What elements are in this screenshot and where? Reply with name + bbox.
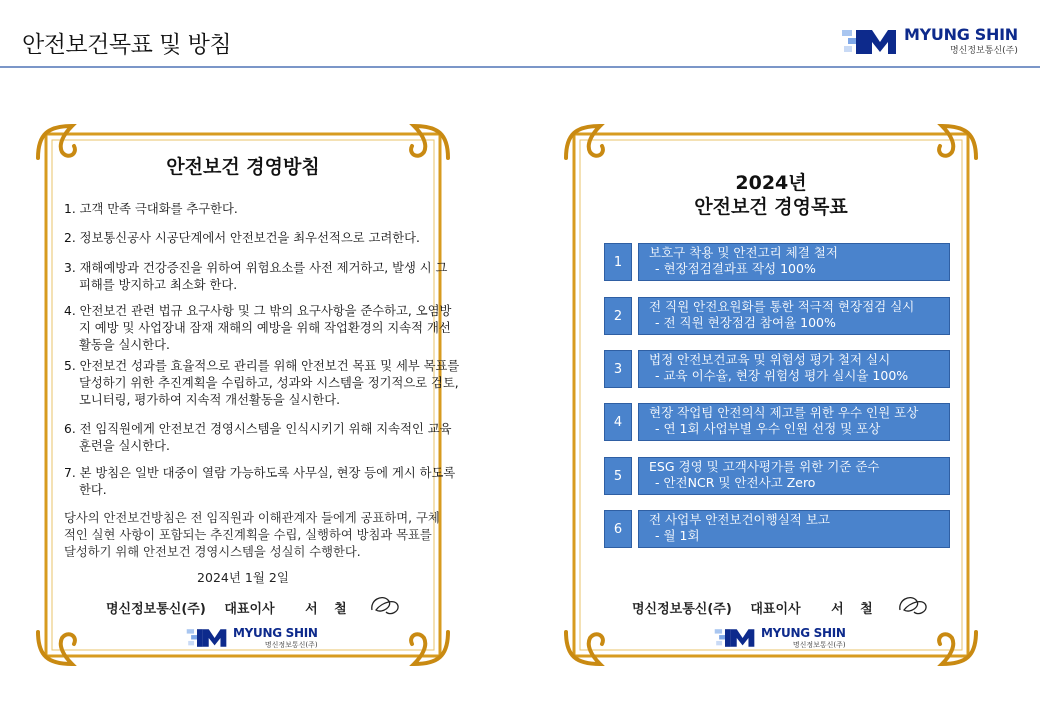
goal-text-box <box>638 297 950 335</box>
goal-number: 1 <box>604 243 632 281</box>
company-logo-icon <box>714 627 758 649</box>
header-divider <box>0 66 1040 68</box>
goal-sub: - 월 1회 <box>655 528 700 543</box>
goal-item <box>604 350 950 388</box>
logo-subtitle: 명신정보통신(주) <box>949 46 1018 56</box>
goal-sub: - 연 1회 사업부별 우수 인원 선정 및 포상 <box>655 421 881 436</box>
goal-number: 5 <box>604 457 632 495</box>
goal-sub: - 현장점검결과표 작성 100% <box>655 261 816 276</box>
goal-number: 4 <box>604 403 632 441</box>
policy-closing: 당사의 안전보건방침은 전 임직원과 이해관계자 들에게 공표하며, 구체적인 실현 사항이 포함되는 추진계획을 수립, 실행하여 방침과 목표를 달성하기 위해 안전보건 경영시스템을 성실히 수행한다. <box>64 511 440 559</box>
goal-main: 전 사업부 안전보건이행실적 보고 <box>649 512 830 527</box>
goal-sub: - 교육 이수율, 현장 위험성 평가 실시율 100% <box>655 368 909 383</box>
goals-year: 2024년 <box>735 172 807 194</box>
policy-item-7: 7. 본 방침은 일반 대중이 열람 가능하도록 사무실, 현장 등에 게시 하도록 한다. <box>64 466 456 497</box>
policy-item-6: 6. 전 임직원에게 안전보건 경영시스템을 인식시키기 위해 지속적인 교육훈련을 실시한다. <box>64 422 452 453</box>
company-logo-icon <box>186 627 230 649</box>
policy-logo <box>186 627 318 649</box>
goal-text-box <box>638 457 950 495</box>
goal-sub: - 전 직원 현장점검 참여율 100% <box>655 315 836 330</box>
policy-item-2: 2. 정보통신공사 시공단계에서 안전보건을 최우선적으로 고려한다. <box>64 231 420 245</box>
goal-main: 현장 작업팀 안전의식 제고를 위한 우수 인원 포상 <box>649 405 919 420</box>
policy-item-4: 4. 안전보건 관련 법규 요구사항 및 그 밖의 요구사항을 준수하고, 오염방지 예방 및 사업장내 잠재 재해의 예방을 위해 작업환경의 지속적 개선활동을 실시한다. <box>64 304 452 352</box>
goals-logo <box>714 627 846 649</box>
signature-role: 대표이사 <box>750 602 801 617</box>
signature-company: 명신정보통신(주) <box>106 602 206 617</box>
policy-signature <box>106 598 347 617</box>
logo-subtitle: 명신정보통신(주) <box>264 641 318 649</box>
logo-brand: MYUNG SHIN <box>233 626 318 640</box>
goal-item <box>604 457 950 495</box>
logo-subtitle: 명신정보통신(주) <box>792 641 846 649</box>
goal-number: 6 <box>604 510 632 548</box>
goal-item <box>604 403 950 441</box>
signature-stamp-icon <box>896 592 930 618</box>
signature-name: 서 철 <box>305 602 347 617</box>
goal-item <box>604 243 950 281</box>
goal-item <box>604 510 950 548</box>
signature-name: 서 철 <box>831 602 873 617</box>
goal-text-box <box>638 243 950 281</box>
goals-title: 안전보건 경영목표 <box>694 196 848 218</box>
company-logo-icon <box>842 27 900 57</box>
policy-date: 2024년 1월 2일 <box>197 570 289 585</box>
policy-item-3: 3. 재해예방과 건강증진을 위하여 위험요소를 사전 제거하고, 발생 시 그 피해를 방지하고 최소화 한다. <box>64 261 448 292</box>
policy-item-5: 5. 안전보건 성과를 효율적으로 관리를 위해 안전보건 목표 및 세부 목표를 달성하기 위한 추진계획을 수립하고, 성과와 시스템을 정기적으로 검토, 모니터링, 평가하여 지속적 개선활동을 실시한다. <box>64 359 460 407</box>
policy-title: 안전보건 경영방침 <box>166 156 320 178</box>
goal-main: 법정 안전보건교육 및 위험성 평가 철저 실시 <box>649 352 891 367</box>
policy-item-1: 1. 고객 만족 극대화를 추구한다. <box>64 202 238 216</box>
goal-text-box <box>638 510 950 548</box>
signature-stamp-icon <box>368 592 402 618</box>
signature-role: 대표이사 <box>224 602 275 617</box>
logo-brand: MYUNG SHIN <box>761 626 846 640</box>
goal-main: 전 직원 안전요원화를 통한 적극적 현장점검 실시 <box>649 299 915 314</box>
goals-certificate <box>562 122 980 668</box>
goal-sub: - 안전NCR 및 안전사고 Zero <box>655 475 816 490</box>
header-logo <box>842 27 1018 57</box>
goal-main: ESG 경영 및 고객사평가를 위한 기준 준수 <box>649 459 880 474</box>
logo-brand: MYUNG SHIN <box>904 25 1018 44</box>
goals-signature <box>632 598 873 617</box>
goal-main: 보호구 착용 및 안전고리 체결 철저 <box>649 245 838 260</box>
goal-text-box <box>638 403 950 441</box>
goal-number: 3 <box>604 350 632 388</box>
goal-item <box>604 297 950 335</box>
page-title: 안전보건목표 및 방침 <box>22 32 232 58</box>
signature-company: 명신정보통신(주) <box>632 602 732 617</box>
goal-text-box <box>638 350 950 388</box>
goal-number: 2 <box>604 297 632 335</box>
